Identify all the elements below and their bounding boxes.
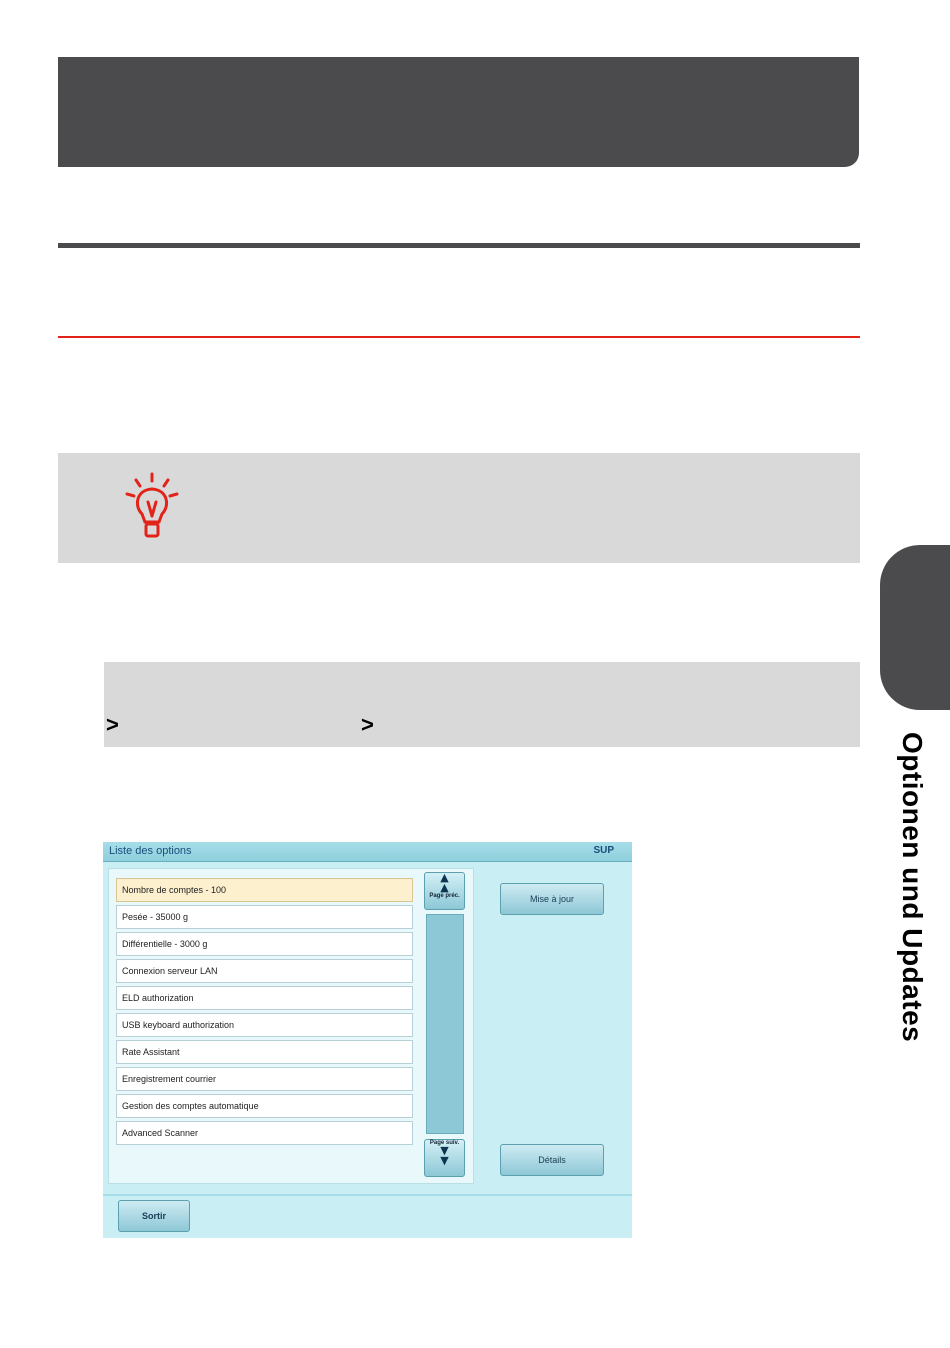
option-item[interactable]: ELD authorization [116, 986, 413, 1010]
option-item[interactable]: Gestion des comptes automatique [116, 1094, 413, 1118]
details-button[interactable]: Détails [500, 1144, 604, 1176]
options-list [108, 868, 474, 1184]
option-item[interactable]: Nombre de comptes - 100 [116, 878, 413, 902]
update-button[interactable]: Mise à jour [500, 883, 604, 915]
option-item[interactable]: Pesée - 35000 g [116, 905, 413, 929]
option-item[interactable]: Enregistrement courrier [116, 1067, 413, 1091]
chapter-header-bar [58, 57, 859, 167]
scrollbar[interactable] [426, 914, 464, 1134]
path-separator: > [361, 712, 374, 737]
double-up-arrow-icon: ▲ ▲ [440, 871, 449, 894]
page-prev-label: Page préc. [429, 893, 460, 899]
option-item[interactable]: USB keyboard authorization [116, 1013, 413, 1037]
path-separator: > [106, 712, 119, 737]
chapter-tab [880, 545, 950, 710]
screen-title-bar [103, 842, 632, 862]
section-divider [58, 243, 860, 248]
exit-button[interactable]: Sortir [118, 1200, 190, 1232]
double-down-arrow-icon: ▼ ▼ [440, 1144, 449, 1167]
page-prev-button[interactable] [424, 872, 465, 910]
chapter-tab-label: Optionen und Updates [897, 732, 928, 1043]
page-next-button[interactable] [424, 1139, 465, 1177]
option-item[interactable]: Différentielle - 3000 g [116, 932, 413, 956]
lightbulb-icon [124, 472, 180, 542]
option-item[interactable]: Connexion serveur LAN [116, 959, 413, 983]
page-next-label: Page suiv. [429, 1140, 460, 1146]
screen-title: Liste des options [109, 845, 192, 857]
option-item[interactable]: Advanced Scanner [116, 1121, 413, 1145]
user-level-badge: SUP [593, 845, 614, 856]
subsection-divider [58, 336, 860, 338]
navigation-path-box [104, 662, 860, 747]
option-item[interactable]: Rate Assistant [116, 1040, 413, 1064]
options-list-screen [103, 842, 632, 1238]
footer-divider [103, 1194, 632, 1196]
